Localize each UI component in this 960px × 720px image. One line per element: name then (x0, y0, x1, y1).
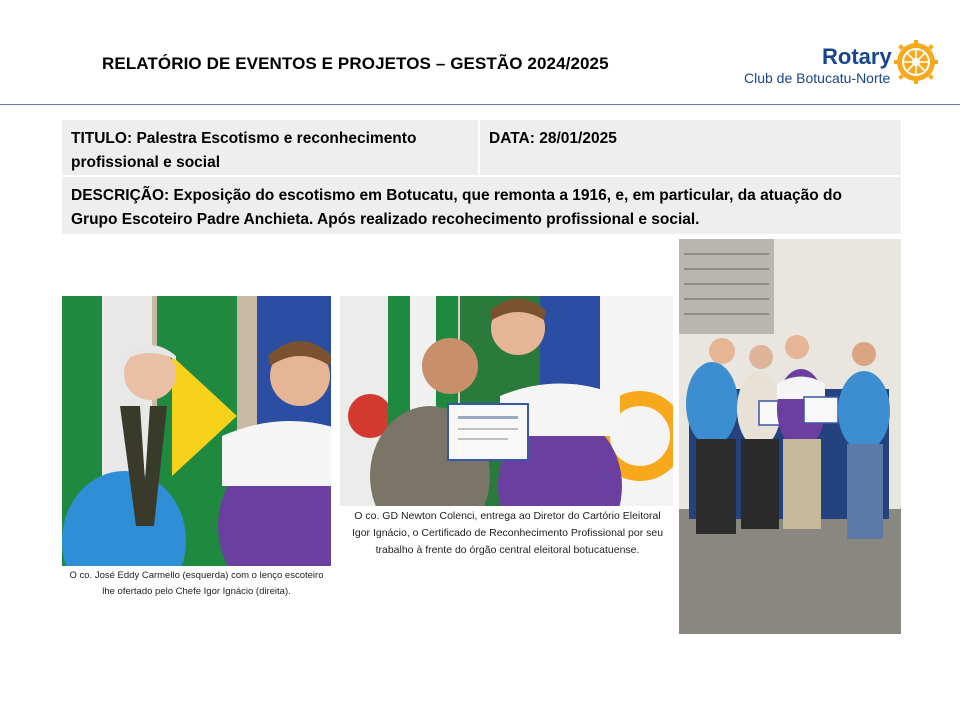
title-cell (62, 120, 480, 175)
logo-club-name: Club de Botucatu-Norte (744, 70, 891, 86)
rotary-wheel-icon (894, 40, 938, 84)
title-label: TITULO: (71, 130, 133, 147)
date-cell (480, 120, 901, 175)
description-cell (62, 175, 901, 234)
photo-certificate-handover (340, 296, 673, 506)
date-value: 28/01/2025 (539, 130, 617, 147)
page-title: RELATÓRIO DE EVENTOS E PROJETOS – GESTÃO 2024/2025 (102, 54, 609, 73)
logo-wordmark: Rotary (822, 44, 892, 69)
event-info-table (62, 120, 901, 234)
date-label: DATA: (489, 130, 535, 147)
photo-scout-scarf (62, 296, 331, 566)
photo-group-recognition (679, 239, 901, 634)
photo-caption-2: O co. GD Newton Colenci, entrega ao Diretor do Cartório Eleitoral Igor Ignácio, o Certificado de Reconhecimento Profissional por seu trabalho à frente do órgão central eleitoral botucatuense. (351, 510, 664, 556)
description-label: DESCRIÇÃO: (71, 187, 170, 204)
header-divider (0, 104, 960, 105)
title-value: Palestra Escotismo e reconhecimento profissional e social (71, 130, 417, 171)
rotary-logo (742, 40, 942, 90)
description-value: Exposição do escotismo em Botucatu, que remonta a 1916, e, em particular, da atuação do Grupo Escoteiro Padre Anchieta. Após realizado recohecimento profissional e social. (71, 187, 842, 228)
photo-caption-1: O co. José Eddy Carmello (esquerda) com o lenço escoteiro lhe ofertado pelo Chefe Igor Ignácio (direita). (69, 570, 324, 597)
